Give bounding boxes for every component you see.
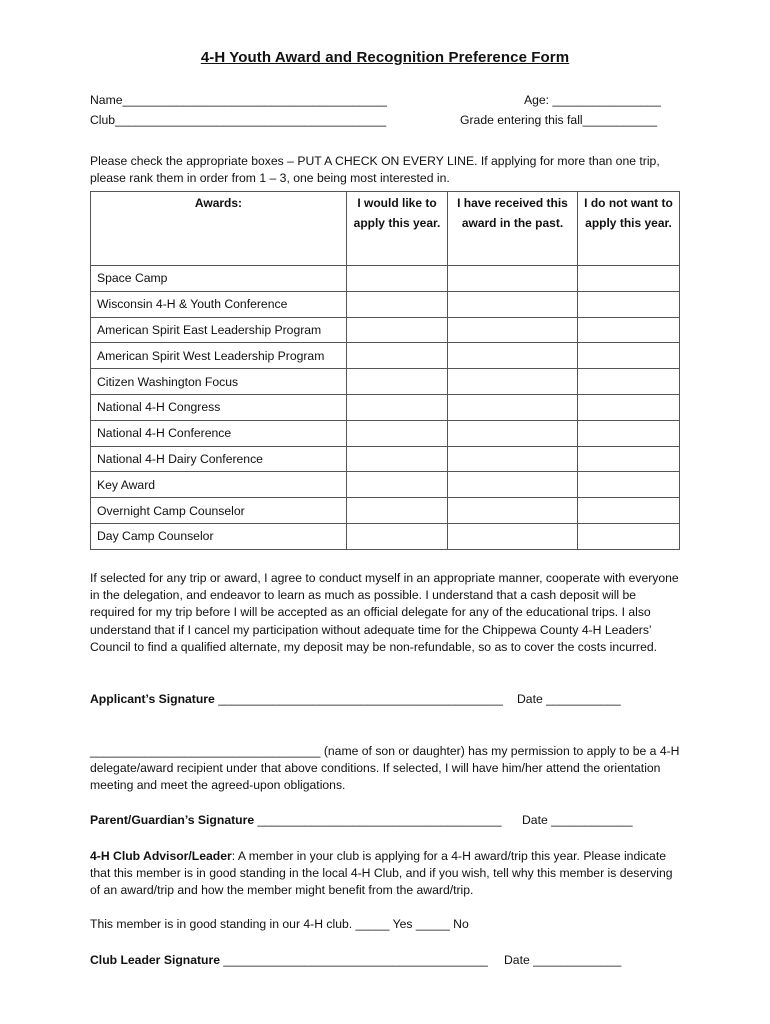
checkbox-not-apply[interactable] [578, 446, 680, 472]
award-name: National 4-H Dairy Conference [91, 446, 347, 472]
award-name: American Spirit West Leadership Program [91, 343, 347, 369]
table-row [91, 266, 680, 292]
checkbox-received[interactable] [448, 523, 578, 549]
table-row [91, 523, 680, 549]
header-apply-this-year: I would like to apply this year. [347, 192, 448, 266]
checkbox-received[interactable] [448, 291, 578, 317]
page-title: 4-H Youth Award and Recognition Preference Form [200, 49, 570, 66]
award-name: Wisconsin 4-H & Youth Conference [91, 291, 347, 317]
checkbox-received[interactable] [448, 472, 578, 498]
checkbox-apply[interactable] [347, 472, 448, 498]
table-row [91, 498, 680, 524]
checkbox-received[interactable] [448, 369, 578, 395]
checkbox-received[interactable] [448, 343, 578, 369]
name-field[interactable]: Name_______________________________________ [90, 93, 387, 107]
table-header-row [91, 192, 680, 266]
applicant-signature-field[interactable] [90, 692, 503, 706]
header-awards: Awards: [91, 192, 347, 266]
parent-signature-field[interactable] [90, 813, 502, 827]
award-name: Citizen Washington Focus [91, 369, 347, 395]
club-field[interactable]: Club________________________________________ [90, 113, 387, 127]
checkbox-not-apply[interactable] [578, 472, 680, 498]
checkbox-apply[interactable] [347, 291, 448, 317]
checkbox-received[interactable] [448, 266, 578, 292]
club-leader-signature-field[interactable] [90, 953, 488, 967]
checkbox-not-apply[interactable] [578, 343, 680, 369]
club-leader-date-field[interactable]: Date _____________ [504, 953, 622, 967]
table-row [91, 369, 680, 395]
advisor-label: 4-H Club Advisor/Leader [90, 849, 232, 863]
table-row [91, 343, 680, 369]
parent-signature-label: Parent/Guardian’s Signature [90, 813, 255, 827]
applicant-signature-line: __________________________________________ [214, 692, 503, 706]
checkbox-apply[interactable] [347, 317, 448, 343]
club-leader-signature-label: Club Leader Signature [90, 953, 221, 967]
award-name: Overnight Camp Counselor [91, 498, 347, 524]
checkbox-apply[interactable] [347, 446, 448, 472]
award-name: Day Camp Counselor [91, 523, 347, 549]
award-name: Key Award [91, 472, 347, 498]
checkbox-apply[interactable] [347, 343, 448, 369]
award-name: National 4-H Conference [91, 420, 347, 446]
checkbox-received[interactable] [448, 420, 578, 446]
award-name: National 4-H Congress [91, 394, 347, 420]
agreement-text: If selected for any trip or award, I agree to conduct myself in an appropriate manner, cooperate with everyone in the delegation, and endeavor to learn as much as possible. I understand that a cash deposit will be required for my trip before I will be accepted as an official delegate for any of the educational trips. I also understand that if I cancel my participation without adequate time for the Chippewa County 4-H Leaders’ Council to find a qualified alternate, my deposit may be non-refundable, so as to cover the costs incurred. [90, 571, 679, 654]
header-do-not-want: I do not want to apply this year. [578, 192, 680, 266]
checkbox-apply[interactable] [347, 420, 448, 446]
checkbox-received[interactable] [448, 317, 578, 343]
checkbox-not-apply[interactable] [578, 369, 680, 395]
applicant-date-field[interactable]: Date ___________ [517, 692, 621, 706]
award-name: Space Camp [91, 266, 347, 292]
checkbox-not-apply[interactable] [578, 498, 680, 524]
table-row [91, 446, 680, 472]
checkbox-not-apply[interactable] [578, 394, 680, 420]
header-received-past: I have received this award in the past. [448, 192, 578, 266]
checkbox-apply[interactable] [347, 394, 448, 420]
checkbox-received[interactable] [448, 394, 578, 420]
award-name: American Spirit East Leadership Program [91, 317, 347, 343]
awards-table [90, 191, 680, 550]
parent-signature-line: ____________________________________ [254, 813, 502, 827]
permission-text: __________________________________ (name of son or daughter) has my permission to apply to be a 4-H delegate/award recipient under that above conditions. If selected, I will have him/her attend the orientation meeting and meet the agreed-upon obligations. [90, 744, 680, 793]
applicant-signature-label: Applicant’s Signature [90, 692, 215, 706]
standing-field[interactable]: This member is in good standing in our 4-H club. _____ Yes _____ No [90, 917, 469, 931]
checkbox-received[interactable] [448, 446, 578, 472]
advisor-text [90, 848, 682, 900]
table-row [91, 394, 680, 420]
parent-date-field[interactable]: Date ____________ [522, 813, 633, 827]
table-row [91, 420, 680, 446]
checkbox-not-apply[interactable] [578, 420, 680, 446]
age-field[interactable]: Age: ________________ [524, 93, 661, 107]
checkbox-apply[interactable] [347, 266, 448, 292]
table-row [91, 317, 680, 343]
grade-field[interactable]: Grade entering this fall___________ [460, 113, 658, 127]
instructions-text: Please check the appropriate boxes – PUT A CHECK ON EVERY LINE. If applying for more than one trip, please rank them in order from 1 – 3, one being most interested in. [90, 154, 660, 186]
checkbox-not-apply[interactable] [578, 291, 680, 317]
checkbox-apply[interactable] [347, 498, 448, 524]
checkbox-apply[interactable] [347, 369, 448, 395]
club-leader-signature-line: _______________________________________ [220, 953, 488, 967]
checkbox-apply[interactable] [347, 523, 448, 549]
table-row [91, 472, 680, 498]
table-row [91, 291, 680, 317]
advisor-body: : A member in your club is applying for a 4-H award/trip this year. Please indicate that this member is in good standing in the local 4-H Club, and if you wish, tell why this member is deserving of an award/trip and how the member might benefit from the award/trip. [90, 849, 673, 898]
checkbox-received[interactable] [448, 498, 578, 524]
checkbox-not-apply[interactable] [578, 317, 680, 343]
checkbox-not-apply[interactable] [578, 266, 680, 292]
checkbox-not-apply[interactable] [578, 523, 680, 549]
